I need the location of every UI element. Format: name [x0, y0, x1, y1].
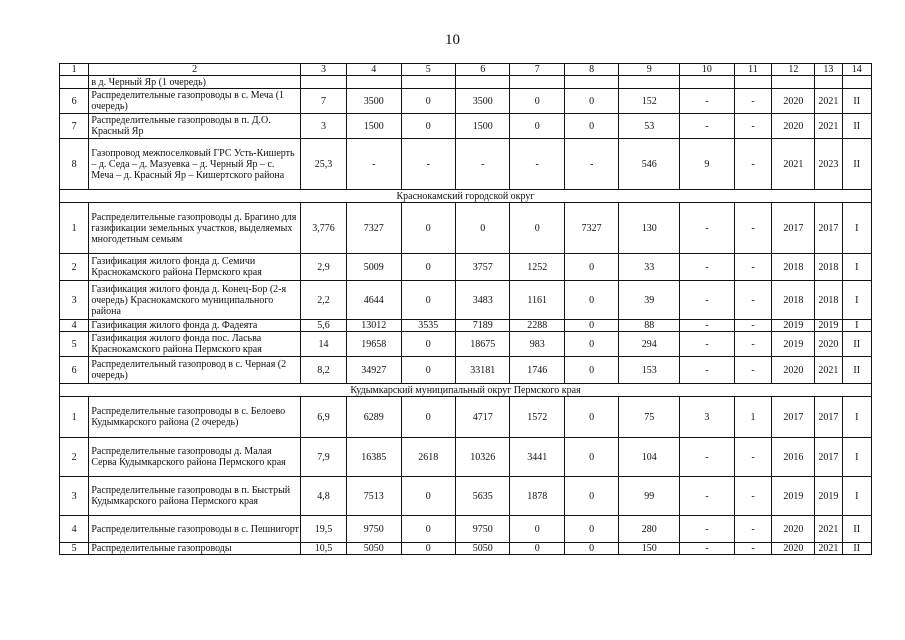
- cost-federal-cell: -: [401, 139, 455, 190]
- object-name-cell: в д. Черный Яр (1 очередь): [89, 76, 301, 89]
- end-year-cell: 2018: [815, 254, 842, 281]
- enterprises-cell: -: [734, 281, 772, 320]
- cost-federal-cell: 0: [401, 89, 455, 114]
- start-year-cell: 2018: [772, 254, 815, 281]
- cost-federal-cell: [401, 76, 455, 89]
- cost-local-cell: 0: [510, 516, 564, 543]
- cost-federal-cell: 0: [401, 332, 455, 357]
- column-number-row: [60, 64, 872, 76]
- cost-other-cell: 0: [564, 516, 618, 543]
- boilers-cell: -: [680, 114, 734, 139]
- total-cost-cell: 6289: [347, 397, 401, 438]
- table-row: [60, 114, 872, 139]
- households-cell: 33: [619, 254, 680, 281]
- length-cell: 10,5: [300, 543, 346, 555]
- cost-other-cell: 0: [564, 332, 618, 357]
- column-number-12: 12: [772, 64, 815, 76]
- boilers-cell: -: [680, 254, 734, 281]
- end-year-cell: 2017: [815, 438, 842, 477]
- page-number: 10: [445, 32, 460, 48]
- boilers-cell: [680, 76, 734, 89]
- length-cell: 7,9: [300, 438, 346, 477]
- stage-cell: II: [842, 139, 871, 190]
- start-year-cell: 2016: [772, 438, 815, 477]
- table-row: [60, 397, 872, 438]
- cost-federal-cell: 0: [401, 357, 455, 384]
- stage-cell: I: [842, 477, 871, 516]
- row-number-cell: 4: [60, 516, 89, 543]
- end-year-cell: 2017: [815, 203, 842, 254]
- cost-other-cell: 0: [564, 438, 618, 477]
- boilers-cell: -: [680, 320, 734, 332]
- start-year-cell: 2019: [772, 477, 815, 516]
- cost-other-cell: [564, 76, 618, 89]
- stage-cell: II: [842, 114, 871, 139]
- object-name-cell: Распределительные газопроводы в с. Меча (1 очередь): [89, 89, 301, 114]
- enterprises-cell: -: [734, 332, 772, 357]
- households-cell: 53: [619, 114, 680, 139]
- stage-cell: II: [842, 516, 871, 543]
- households-cell: 99: [619, 477, 680, 516]
- cost-federal-cell: 0: [401, 543, 455, 555]
- table-row: [60, 320, 872, 332]
- row-number-cell: [60, 76, 89, 89]
- boilers-cell: 9: [680, 139, 734, 190]
- stage-cell: II: [842, 357, 871, 384]
- boilers-cell: -: [680, 543, 734, 555]
- cost-regional-cell: 3500: [456, 89, 510, 114]
- end-year-cell: 2021: [815, 114, 842, 139]
- stage-cell: I: [842, 281, 871, 320]
- table-row: [60, 254, 872, 281]
- households-cell: 152: [619, 89, 680, 114]
- cost-local-cell: 1746: [510, 357, 564, 384]
- total-cost-cell: 34927: [347, 357, 401, 384]
- length-cell: 2,9: [300, 254, 346, 281]
- cost-federal-cell: 0: [401, 397, 455, 438]
- table-row: [60, 477, 872, 516]
- cost-federal-cell: 0: [401, 203, 455, 254]
- cost-regional-cell: 9750: [456, 516, 510, 543]
- stage-cell: II: [842, 332, 871, 357]
- households-cell: 294: [619, 332, 680, 357]
- households-cell: [619, 76, 680, 89]
- end-year-cell: 2021: [815, 543, 842, 555]
- length-cell: 2,2: [300, 281, 346, 320]
- row-number-cell: 5: [60, 543, 89, 555]
- cost-local-cell: 0: [510, 203, 564, 254]
- cost-federal-cell: 0: [401, 477, 455, 516]
- cost-federal-cell: 3535: [401, 320, 455, 332]
- column-number-2: 2: [89, 64, 301, 76]
- object-name-cell: Газификация жилого фонда д. Конец-Бор (2-я очередь) Краснокамского муниципального района: [89, 281, 301, 320]
- total-cost-cell: 5050: [347, 543, 401, 555]
- column-number-1: 1: [60, 64, 89, 76]
- length-cell: 8,2: [300, 357, 346, 384]
- boilers-cell: -: [680, 438, 734, 477]
- table-row: [60, 139, 872, 190]
- row-number-cell: 1: [60, 203, 89, 254]
- households-cell: 88: [619, 320, 680, 332]
- object-name-cell: Распределительные газопроводы в п. Д.О. Красный Яр: [89, 114, 301, 139]
- total-cost-cell: 4644: [347, 281, 401, 320]
- cost-local-cell: 0: [510, 543, 564, 555]
- row-number-cell: 6: [60, 357, 89, 384]
- stage-cell: I: [842, 320, 871, 332]
- cost-local-cell: -: [510, 139, 564, 190]
- cost-federal-cell: 0: [401, 114, 455, 139]
- enterprises-cell: -: [734, 543, 772, 555]
- cost-federal-cell: 0: [401, 254, 455, 281]
- stage-cell: II: [842, 543, 871, 555]
- cost-regional-cell: 7189: [456, 320, 510, 332]
- households-cell: 75: [619, 397, 680, 438]
- gas-pipeline-table: [59, 63, 872, 555]
- object-name-cell: Распределительные газопроводы в с. Пешнигорт: [89, 516, 301, 543]
- row-number-cell: 6: [60, 89, 89, 114]
- table-row: [60, 543, 872, 555]
- object-name-cell: Распределительный газопровод в с. Черная (2 очередь): [89, 357, 301, 384]
- total-cost-cell: 7513: [347, 477, 401, 516]
- households-cell: 39: [619, 281, 680, 320]
- stage-cell: I: [842, 438, 871, 477]
- enterprises-cell: -: [734, 114, 772, 139]
- cost-other-cell: 0: [564, 281, 618, 320]
- length-cell: 4,8: [300, 477, 346, 516]
- end-year-cell: 2017: [815, 397, 842, 438]
- section-header-row: [60, 190, 872, 203]
- total-cost-cell: [347, 76, 401, 89]
- object-name-cell: Газификация жилого фонда пос. Ласьва Краснокамского района Пермского края: [89, 332, 301, 357]
- length-cell: 7: [300, 89, 346, 114]
- row-number-cell: 2: [60, 438, 89, 477]
- stage-cell: [842, 76, 871, 89]
- households-cell: 130: [619, 203, 680, 254]
- row-number-cell: 3: [60, 477, 89, 516]
- object-name-cell: Распределительные газопроводы в п. Быстрый Кудымкарского района Пермского края: [89, 477, 301, 516]
- boilers-cell: -: [680, 89, 734, 114]
- cost-local-cell: [510, 76, 564, 89]
- cost-other-cell: 0: [564, 320, 618, 332]
- cost-other-cell: 0: [564, 114, 618, 139]
- cost-federal-cell: 2618: [401, 438, 455, 477]
- column-number-6: 6: [456, 64, 510, 76]
- stage-cell: II: [842, 89, 871, 114]
- cost-other-cell: 0: [564, 89, 618, 114]
- total-cost-cell: 9750: [347, 516, 401, 543]
- cost-regional-cell: 0: [456, 203, 510, 254]
- column-number-10: 10: [680, 64, 734, 76]
- object-name-cell: Газификация жилого фонда д. Семичи Краснокамского района Пермского края: [89, 254, 301, 281]
- table-row: [60, 332, 872, 357]
- boilers-cell: -: [680, 516, 734, 543]
- length-cell: 19,5: [300, 516, 346, 543]
- cost-regional-cell: -: [456, 139, 510, 190]
- cost-regional-cell: 10326: [456, 438, 510, 477]
- enterprises-cell: -: [734, 89, 772, 114]
- column-number-7: 7: [510, 64, 564, 76]
- enterprises-cell: -: [734, 357, 772, 384]
- households-cell: 280: [619, 516, 680, 543]
- column-number-13: 13: [815, 64, 842, 76]
- cost-other-cell: 0: [564, 397, 618, 438]
- end-year-cell: 2019: [815, 320, 842, 332]
- column-number-9: 9: [619, 64, 680, 76]
- table-row: [60, 357, 872, 384]
- length-cell: 5,6: [300, 320, 346, 332]
- cost-regional-cell: 3483: [456, 281, 510, 320]
- cost-local-cell: 2288: [510, 320, 564, 332]
- boilers-cell: 3: [680, 397, 734, 438]
- households-cell: 153: [619, 357, 680, 384]
- table-row: [60, 203, 872, 254]
- length-cell: [300, 76, 346, 89]
- length-cell: 6,9: [300, 397, 346, 438]
- cost-local-cell: 0: [510, 114, 564, 139]
- enterprises-cell: -: [734, 203, 772, 254]
- end-year-cell: 2019: [815, 477, 842, 516]
- row-number-cell: 5: [60, 332, 89, 357]
- cost-local-cell: 1878: [510, 477, 564, 516]
- households-cell: 104: [619, 438, 680, 477]
- column-number-5: 5: [401, 64, 455, 76]
- column-number-3: 3: [300, 64, 346, 76]
- row-number-cell: 8: [60, 139, 89, 190]
- stage-cell: I: [842, 254, 871, 281]
- enterprises-cell: -: [734, 320, 772, 332]
- total-cost-cell: 7327: [347, 203, 401, 254]
- row-number-cell: 7: [60, 114, 89, 139]
- cost-federal-cell: 0: [401, 516, 455, 543]
- start-year-cell: 2020: [772, 357, 815, 384]
- enterprises-cell: -: [734, 477, 772, 516]
- cost-regional-cell: 18675: [456, 332, 510, 357]
- total-cost-cell: 5009: [347, 254, 401, 281]
- length-cell: 3,776: [300, 203, 346, 254]
- start-year-cell: 2017: [772, 397, 815, 438]
- cost-local-cell: 1161: [510, 281, 564, 320]
- end-year-cell: 2020: [815, 332, 842, 357]
- row-number-cell: 2: [60, 254, 89, 281]
- row-number-cell: 1: [60, 397, 89, 438]
- column-number-8: 8: [564, 64, 618, 76]
- object-name-cell: Распределительные газопроводы в с. Белоево Кудымкарского района (2 очередь): [89, 397, 301, 438]
- cost-other-cell: 0: [564, 477, 618, 516]
- row-number-cell: 4: [60, 320, 89, 332]
- length-cell: 25,3: [300, 139, 346, 190]
- cost-local-cell: 1252: [510, 254, 564, 281]
- cost-other-cell: 7327: [564, 203, 618, 254]
- object-name-cell: Распределительные газопроводы д. Малая Серва Кудымкарского района Пермского края: [89, 438, 301, 477]
- cost-regional-cell: [456, 76, 510, 89]
- enterprises-cell: 1: [734, 397, 772, 438]
- end-year-cell: [815, 76, 842, 89]
- end-year-cell: 2021: [815, 89, 842, 114]
- start-year-cell: 2019: [772, 332, 815, 357]
- start-year-cell: 2020: [772, 543, 815, 555]
- length-cell: 14: [300, 332, 346, 357]
- cost-regional-cell: 4717: [456, 397, 510, 438]
- start-year-cell: 2020: [772, 114, 815, 139]
- cost-regional-cell: 5635: [456, 477, 510, 516]
- total-cost-cell: 16385: [347, 438, 401, 477]
- length-cell: 3: [300, 114, 346, 139]
- cost-other-cell: 0: [564, 543, 618, 555]
- start-year-cell: 2020: [772, 516, 815, 543]
- boilers-cell: -: [680, 357, 734, 384]
- object-name-cell: Газопровод межпоселковый ГРС Усть-Кишерть – д. Седа – д. Мазуевка – д. Черный Яр – с. Меча – д. Красный Яр – Кишертского района: [89, 139, 301, 190]
- boilers-cell: -: [680, 203, 734, 254]
- end-year-cell: 2023: [815, 139, 842, 190]
- total-cost-cell: 3500: [347, 89, 401, 114]
- section-header-row: [60, 384, 872, 397]
- enterprises-cell: -: [734, 139, 772, 190]
- cost-local-cell: 3441: [510, 438, 564, 477]
- total-cost-cell: -: [347, 139, 401, 190]
- start-year-cell: 2020: [772, 89, 815, 114]
- start-year-cell: 2017: [772, 203, 815, 254]
- start-year-cell: [772, 76, 815, 89]
- row-number-cell: 3: [60, 281, 89, 320]
- total-cost-cell: 19658: [347, 332, 401, 357]
- table-row: [60, 89, 872, 114]
- households-cell: 546: [619, 139, 680, 190]
- cost-local-cell: 1572: [510, 397, 564, 438]
- column-number-11: 11: [734, 64, 772, 76]
- object-name-cell: Газификация жилого фонда д. Фадеята: [89, 320, 301, 332]
- enterprises-cell: -: [734, 438, 772, 477]
- end-year-cell: 2018: [815, 281, 842, 320]
- table-row: [60, 438, 872, 477]
- boilers-cell: -: [680, 332, 734, 357]
- boilers-cell: -: [680, 477, 734, 516]
- section-title: Краснокамский городской округ: [60, 190, 872, 203]
- cost-other-cell: 0: [564, 357, 618, 384]
- cost-local-cell: 983: [510, 332, 564, 357]
- boilers-cell: -: [680, 281, 734, 320]
- cost-federal-cell: 0: [401, 281, 455, 320]
- stage-cell: I: [842, 203, 871, 254]
- table-row: [60, 516, 872, 543]
- section-title: Кудымкарский муниципальный округ Пермского края: [60, 384, 872, 397]
- start-year-cell: 2021: [772, 139, 815, 190]
- object-name-cell: Распределительные газопроводы д. Брагино для газификации земельных участков, выделяемых многодетным семьям: [89, 203, 301, 254]
- enterprises-cell: -: [734, 516, 772, 543]
- enterprises-cell: -: [734, 254, 772, 281]
- table-row: [60, 76, 872, 89]
- households-cell: 150: [619, 543, 680, 555]
- table-row: [60, 281, 872, 320]
- start-year-cell: 2019: [772, 320, 815, 332]
- enterprises-cell: [734, 76, 772, 89]
- cost-regional-cell: 3757: [456, 254, 510, 281]
- total-cost-cell: 13012: [347, 320, 401, 332]
- cost-local-cell: 0: [510, 89, 564, 114]
- start-year-cell: 2018: [772, 281, 815, 320]
- cost-other-cell: -: [564, 139, 618, 190]
- stage-cell: I: [842, 397, 871, 438]
- cost-regional-cell: 33181: [456, 357, 510, 384]
- cost-regional-cell: 5050: [456, 543, 510, 555]
- column-number-14: 14: [842, 64, 871, 76]
- cost-other-cell: 0: [564, 254, 618, 281]
- total-cost-cell: 1500: [347, 114, 401, 139]
- end-year-cell: 2021: [815, 516, 842, 543]
- end-year-cell: 2021: [815, 357, 842, 384]
- column-number-4: 4: [347, 64, 401, 76]
- cost-regional-cell: 1500: [456, 114, 510, 139]
- object-name-cell: Распределительные газопроводы: [89, 543, 301, 555]
